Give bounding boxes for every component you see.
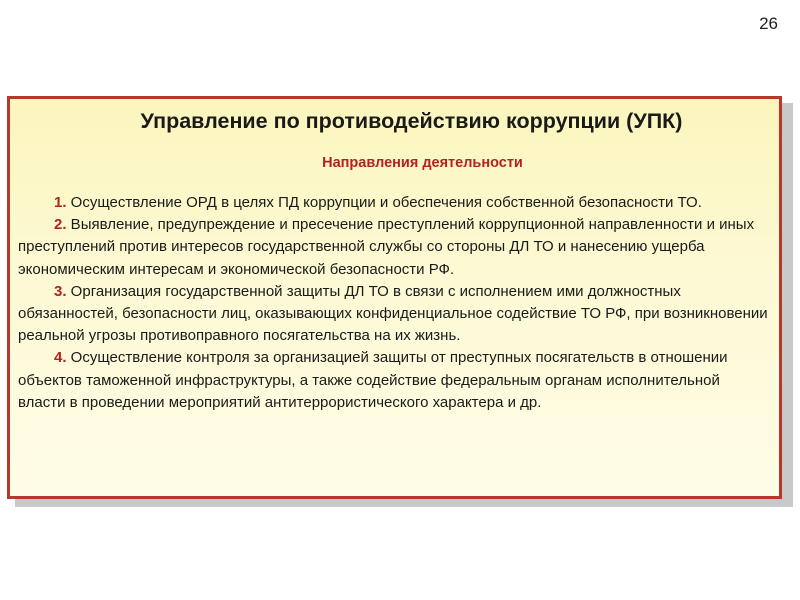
- item-text: Осуществление контроля за организацией защиты от преступных посягательств в отношении объектов таможенной инфраструктуры, а также содействие федеральным органам исполнительной власти в проведении мероприятий антитеррористического характера и др.: [18, 349, 728, 411]
- list-item: [18, 214, 769, 281]
- item-text: Организация государственной защиты ДЛ ТО в связи с исполнением ими должностных обязанностей, безопасности лиц, оказывающих конфиденциальное содействие ТО РФ, при возникновении реальной угрозы противоправного посягательства на их жизнь.: [18, 282, 768, 345]
- list-item: [18, 192, 769, 214]
- page-number: 26: [759, 14, 778, 33]
- item-number: 1.: [54, 194, 67, 211]
- directions-list: [18, 192, 769, 414]
- item-text: Осуществление ОРД в целях ПД коррупции и обеспечения собственной безопасности ТО.: [66, 194, 702, 211]
- item-number: 2.: [54, 216, 67, 234]
- list-item: [18, 347, 769, 414]
- list-item: [18, 281, 769, 348]
- slide-title: Управление по противодействию коррупции (УПК): [140, 109, 683, 133]
- item-text: Выявление, предупреждение и пресечение преступлений коррупционной направленности и иных преступлений против интересов государственной службы со стороны ДЛ ТО и нанесению ущерба экономическим интересам и экономической безопасности РФ.: [18, 216, 755, 278]
- item-number: 4.: [54, 349, 67, 367]
- content-panel: [7, 96, 782, 499]
- item-number: 3.: [54, 282, 67, 300]
- slide-subtitle: Направления деятельности: [322, 155, 523, 171]
